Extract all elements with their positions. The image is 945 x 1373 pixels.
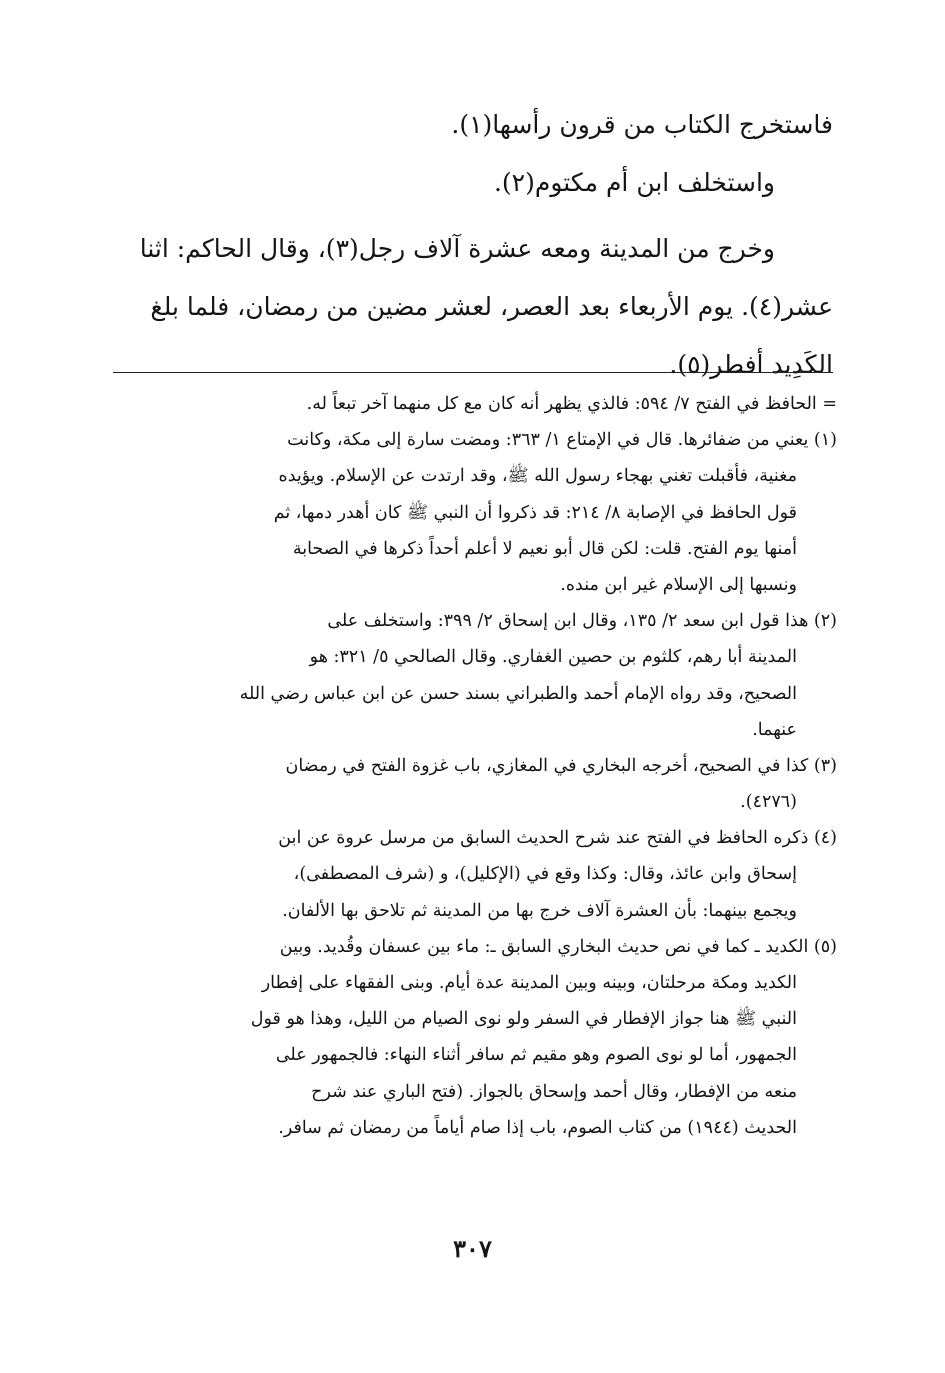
footnote-line: المدينة أبا رهم، كلثوم بن حصين الغفاري. وقال الصالحي ٥/ ٣٢١: هو	[309, 647, 797, 668]
footnote-line: أمنها يوم الفتح. قلت: لكن قال أبو نعيم لا أعلم أحداً ذكرها في الصحابة	[292, 538, 797, 559]
footnote-line: قول الحافظ في الإصابة ٨/ ٢١٤: قد ذكروا أن النبي ﷺ كان أهدر دمها، ثم	[273, 502, 797, 523]
main-text-line: وخرج من المدينة ومعه عشرة آلاف رجل(٣)، وقال الحاكم: اثنا	[139, 234, 775, 263]
footnote-line: الجمهور، أما لو نوى الصوم وهو مقيم ثم سافر أثناء النهاء: فالجمهور على	[275, 1045, 797, 1066]
footnote-line: مغنية، فأقبلت تغني بهجاء رسول الله ﷺ، وقد ارتدت عن الإسلام. ويؤيده	[278, 466, 797, 487]
main-text-line: فاستخرج الكتاب من قرون رأسها(١).	[451, 110, 833, 139]
main-text-line: الكَدِيد أفطر(٥).	[669, 350, 833, 379]
page-number: ٣٠٧	[453, 1234, 492, 1263]
footnote-line: الصحيح، وقد رواه الإمام أحمد والطبراني بسند حسن عن ابن عباس رضي الله	[239, 683, 797, 704]
footnote-line: (٤) ذكره الحافظ في الفتح عند شرح الحديث السابق من مرسل عروة عن ابن	[278, 828, 837, 849]
footnotes	[107, 386, 837, 1146]
main-text-line: عشر(٤). يوم الأربعاء بعد العصر، لعشر مضين من رمضان، فلما بلغ	[150, 292, 833, 321]
footnote-line: (٣) كذا في الصحيح، أخرجه البخاري في المغازي، باب غزوة الفتح في رمضان	[285, 755, 837, 776]
footnote-line: (٥) الكديد ـ كما في نص حديث البخاري السابق ـ: ماء بين عسفان وقُديد. وبين	[279, 936, 837, 957]
footnote-line: الحديث (١٩٤٤) من كتاب الصوم، باب إذا صام أياماً من رمضان ثم سافر.	[278, 1117, 797, 1138]
footnote-line: إسحاق وابن عائذ، وقال: وكذا وقع في (الإكليل)، و (شرف المصطفى)،	[293, 864, 797, 885]
footnote-line: النبي ﷺ هنا جواز الإفطار في السفر ولو نوى الصيام من الليل، وهذا هو قول	[250, 1009, 797, 1030]
footnote-line: منعه من الإفطار، وقال أحمد وإسحاق بالجواز. (فتح الباري عند شرح	[311, 1081, 797, 1102]
footnote-line: (٢) هذا قول ابن سعد ٢/ ١٣٥، وقال ابن إسحاق ٢/ ٣٩٩: واستخلف على	[327, 611, 837, 632]
footnote-line: (٤٢٧٦).	[740, 792, 797, 813]
footnote-line: (١) يعني من ضفائرها. قال في الإمتاع ١/ ٣٦٣: ومضت سارة إلى مكة، وكانت	[287, 430, 837, 451]
footnote-line: ونسبها إلى الإسلام غير ابن منده.	[560, 574, 797, 595]
main-text	[113, 96, 833, 394]
main-text-line: واستخلف ابن أم مكتوم(٢).	[493, 168, 775, 197]
footnote-line: ويجمع بينهما: بأن العشرة آلاف خرج بها من المدينة ثم تلاحق بها الألفان.	[282, 900, 797, 921]
footnote-line: = الحافظ في الفتح ٧/ ٥٩٤: فالذي يظهر أنه كان مع كل منهما آخر تبعاً له.	[306, 394, 837, 414]
footnote-line: عنهما.	[752, 719, 797, 740]
footnote-line: الكديد ومكة مرحلتان، وبينه وبين المدينة عدة أيام. وبنى الفقهاء على إفطار	[261, 973, 797, 993]
footnote-separator-rule	[113, 372, 833, 373]
